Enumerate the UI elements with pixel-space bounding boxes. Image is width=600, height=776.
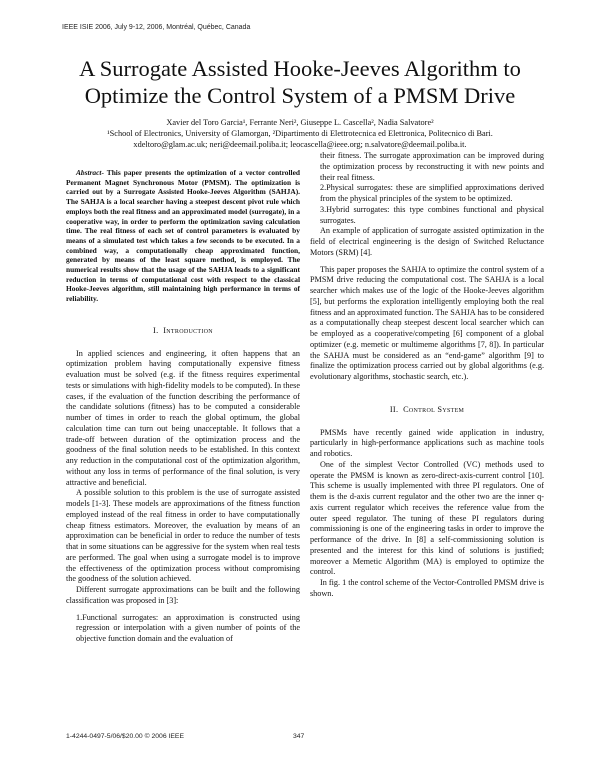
right-column	[310, 151, 544, 600]
intro-paragraph-3: Different surrogate approximations can be built and the following classification was proposed in [3]:	[66, 585, 300, 605]
section-title: Control System	[403, 404, 465, 414]
section-heading-control-system	[310, 405, 544, 416]
abstract-text: This paper presents the optimization of a vector controlled Permanent Magnet Synchronous Motor (PMSM). The optimization is carried out by a Surrogate Assisted Hooke-Jeeves Algorithm (SAHJA). The SAHJA is a local searcher having a steepest descent pivot rule which employs both the real fitness and an approximated model (surrogate), in a cooperative way, in order to perform the optimization saving calculation time. The real fitness of each set of control parameters is evaluated by means of a simulated test which takes a few seconds to be executed. In a combined way, a computationally cheap approximated function, generated by means of the least square method, is employed. The numerical results show that the usage of the SAHJA leads to a significant reduction in terms of computational cost with respect to the classical Hooke-Jeeves algorithm, still maintaining high performance in terms of reliability.	[66, 168, 300, 304]
classification-item-2: 2.Physical surrogates: these are simplified approximations derived from the physical principles of the system to be optimized.	[320, 183, 544, 203]
paper-title	[40, 55, 560, 109]
control-paragraph-1: PMSMs have recently gained wide application in industry, particularly in high-performance applications such as machine tools and robotics.	[310, 427, 544, 458]
affiliations: ¹School of Electronics, University of Glamorgan, ²Dipartimento di Elettrotecnica ed Elettronica, Politecnico di Bari.	[107, 129, 493, 138]
control-paragraph-2: One of the simplest Vector Controlled (VC) methods used to operate the PMSM is known as zero-direct-axis-current control [10]. This scheme is usually implemented with three PI regulators. One of them is the d-axis current regulator and the other two are the inner q-axis current regulator which receives the reference value from the outer speed regulator. The tuning of these PI regulators during commissioning is one of the engineering tasks in order to improve the performance of the drive. In [8] a self-commissioning solution is presented and the interest for this kind of solutions is justified; moreover a Memetic Algorithm (MA) is employed to optimize the control.	[310, 459, 544, 577]
section-number: I.	[153, 325, 159, 335]
abstract	[66, 168, 300, 304]
copyright-footer: 1-4244-0497-5/06/$20.00 © 2006 IEEE	[66, 733, 184, 740]
left-column	[66, 168, 300, 645]
classification-item-1: 1.Functional surrogates: an approximation is constructed using regression or interpolation with a given number of points of the objective function domain and the evaluation of	[76, 612, 300, 644]
conference-header: IEEE ISIE 2006, July 9-12, 2006, Montréal, Québec, Canada	[62, 24, 251, 31]
section-number: II.	[389, 404, 399, 414]
section-heading-introduction	[66, 326, 300, 337]
intro-paragraph-4: An example of application of surrogate assisted optimization in the field of electrical engineering is the design of Switched Reluctance Motors (SRM) [4].	[310, 226, 544, 257]
author-emails: xdeltoro@glam.ac.uk; neri@deemail.poliba.it; leocascella@ieee.org; n.salvatore@deemail.poliba.it.	[133, 140, 467, 149]
intro-paragraph-5: This paper proposes the SAHJA to optimize the control system of a PMSM drive reducing the computational cost. The SAHJA is a local searcher which makes use of the logic of the Hooke-Jeeves algorithm [5], but performs the exploration intelligently employing both the real fitness and an approximated function. The SAHJA has to be considered as a computationally cheap steepest descent local searcher which can be employed as a cooperative/competing [6] component of a global optimizer (e.g. memetic or multimeme algorithms [7, 8]). In particular the SAHJA must be considered as an “end-game” algorithm [9] to finalize the optimization process carried out by global algorithms (e.g. evolutionary algorithms, stochastic search, etc.).	[310, 264, 544, 381]
classification-item-1-continued: their fitness. The surrogate approximation can be improved during the optimization process by reconstructing it with new points and their real fitness.	[320, 151, 544, 182]
title-line-2: Optimize the Control System of a PMSM Drive	[84, 83, 516, 108]
abstract-label: Abstract-	[76, 168, 104, 177]
title-line-1: A Surrogate Assisted Hooke-Jeeves Algorithm to	[79, 56, 521, 81]
author-list: Xavier del Toro Garcia¹, Ferrante Neri², Giuseppe L. Cascella², Nadia Salvatore²	[166, 118, 434, 127]
classification-item-3: 3.Hybrid surrogates: this type combines functional and physical surrogates.	[320, 204, 544, 225]
control-paragraph-3: In fig. 1 the control scheme of the Vector-Controlled PMSM drive is shown.	[310, 578, 544, 598]
intro-paragraph-1: In applied sciences and engineering, it often happens that an optimization problem having computationally expensive fitness evaluation must be solved (e.g. if the fitness requires experimental tests or simulations with high-fidelity models to be computed). In these cases, if the evaluation of the function describing the performance of the candidate solutions (fitness) has to be computed a considerable number of times in order to reach the global optimum, the global calculation time can turn out being unacceptable. It follows that a trade-off between duration of the optimization process and the goodness of the final solution needs to be established. In this context any reduction in the computational cost of the optimization algorithm, without any loss in terms of performance of the final solution, is very attractive and beneficial.	[66, 348, 300, 487]
page-number: 347	[293, 733, 305, 740]
intro-paragraph-2: A possible solution to this problem is the use of surrogate assisted models [1-3]. These models are approximations of the fitness function employed instead of the real fitness in order to have computationally cheap fitness estimators. Moreover, the evaluation by means of an approximation can be beneficial in order to reduce the number of tests that in some situations can be aggressive for the system when real tests are performed. The goal when using a surrogate model is to improve the effectiveness of the optimization process without compromising the goodness of the solution achieved.	[66, 488, 300, 584]
section-title: Introduction	[163, 325, 213, 335]
